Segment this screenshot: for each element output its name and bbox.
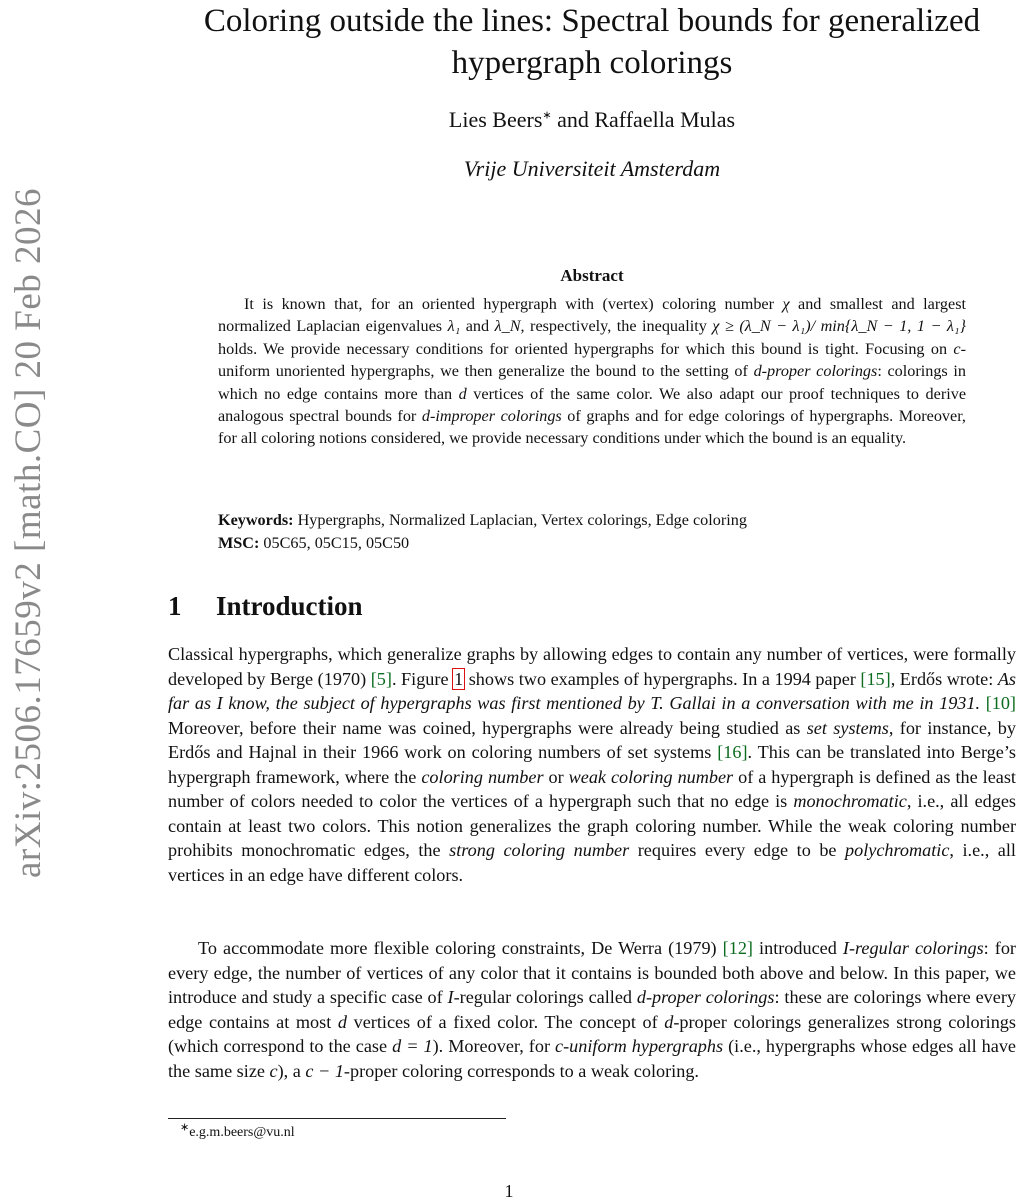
citation-16[interactable]: [16] — [717, 742, 748, 762]
page-number: 1 — [504, 1181, 514, 1201]
author-beers: Lies Beers — [448, 107, 543, 132]
author-mulas: and Raffaella Mulas — [551, 107, 736, 132]
footnote-email: ∗e.g.m.beers@vu.nl — [180, 1121, 295, 1140]
paper-title — [168, 0, 1016, 84]
section-title-text: Introduction — [216, 591, 363, 621]
section-number: 1 — [168, 591, 182, 621]
citation-12[interactable]: [12] — [722, 938, 753, 958]
citation-10[interactable]: [10] — [985, 693, 1016, 713]
intro-paragraph-2: To accommodate more flexible coloring constraints, De Werra (1979) [12] introduced I-regular colorings: for every edge, the number of vertices of any color that it contains is bounded both above and below. In this paper, we introduce and study a specific case of I-regular colorings called d-proper colorings: these are colorings where every edge contains at most d vertices of a fixed color. The concept of d-proper colorings generalizes strong colorings (which correspond to the case d = 1). Moreover, for c-uniform hypergraphs (i.e., hypergraphs whose edges all have the same size c), a c − 1-proper coloring corresponds to a weak coloring. — [168, 938, 1016, 1081]
title-line-1: Coloring outside the lines: Spectral bounds for generalized — [203, 3, 981, 39]
section-heading-introduction — [168, 588, 363, 624]
arxiv-identifier-stamp: arXiv:2506.17659v2 [math.CO] 20 Feb 2026 — [8, 187, 49, 879]
footnote-rule — [168, 1118, 506, 1119]
title-line-2: hypergraph colorings — [451, 45, 733, 81]
affiliation: Vrije Universiteit Amsterdam — [463, 156, 721, 181]
keywords-line — [218, 509, 966, 531]
figure-1-link[interactable]: 1 — [454, 668, 464, 689]
intro-paragraph-1: Classical hypergraphs, which generalize graphs by allowing edges to contain any number of vertices, were formally developed by Berge (1970) [5]. Figure 1 shows two examples of hypergraphs. In a 1994 paper [15], Erdős wrote: As far as I know, the subject of hypergraphs was first mentioned by T. Gallai in a conversation with me in 1931. [10] Moreover, before their name was coined, hypergraphs were already being studied as set systems, for instance, by Erdős and Hajnal in their 1966 work on coloring numbers of set systems [16]. This can be translated into Berge’s hypergraph framework, where the coloring number or weak coloring number of a hypergraph is defined as the least number of colors needed to color the vertices of a hypergraph such that no edge is monochromatic, i.e., all edges contain at least two colors. This notion generalizes the graph coloring number. While the weak coloring number prohibits monochromatic edges, the strong coloring number requires every edge to be polychromatic, i.e., all vertices in an edge have different colors. — [168, 644, 1016, 885]
erdos-quote: As far as I know, the subject of hypergraphs was first mentioned by T. Gallai in a conversation with me in 1931. — [168, 668, 1016, 713]
footnote-marker[interactable]: ∗ — [542, 109, 552, 122]
msc-value: 05C65, 05C15, 05C50 — [259, 534, 410, 552]
citation-5[interactable]: [5] — [370, 668, 392, 689]
author-list — [168, 106, 1016, 134]
abstract-text: It is known that, for an oriented hypergraph with (vertex) coloring number χ and smallest and largest normalized Laplacian eigenvalues λ₁ and λ_N, respectively, the inequality χ ≥ (λ_N − λ₁)/ min{λ_N − 1, 1 − λ₁} holds. We provide necessary conditions for oriented hypergraphs for which this bound is tight. Focusing on c-uniform unoriented hypergraphs, we then generalize the bound to the setting of d-proper colorings: colorings in which no edge contains more than d vertices of the same color. We also adapt our proof techniques to derive analogous spectral bounds for d-improper colorings of graphs and for edge colorings of hypergraphs. Moreover, for all coloring notions considered, we provide necessary conditions under which the bound is an equality. — [218, 295, 966, 448]
msc-line — [218, 532, 966, 554]
citation-15[interactable]: [15] — [860, 668, 891, 689]
keywords-label: Keywords: — [218, 511, 294, 529]
spectral-inequality: χ ≥ (λ_N − λ₁)/ min{λ_N − 1, 1 − λ₁} — [712, 317, 966, 336]
abstract-heading: Abstract — [560, 266, 624, 285]
msc-label: MSC: — [218, 534, 260, 552]
keywords-value: Hypergraphs, Normalized Laplacian, Vertex colorings, Edge coloring — [293, 511, 747, 529]
